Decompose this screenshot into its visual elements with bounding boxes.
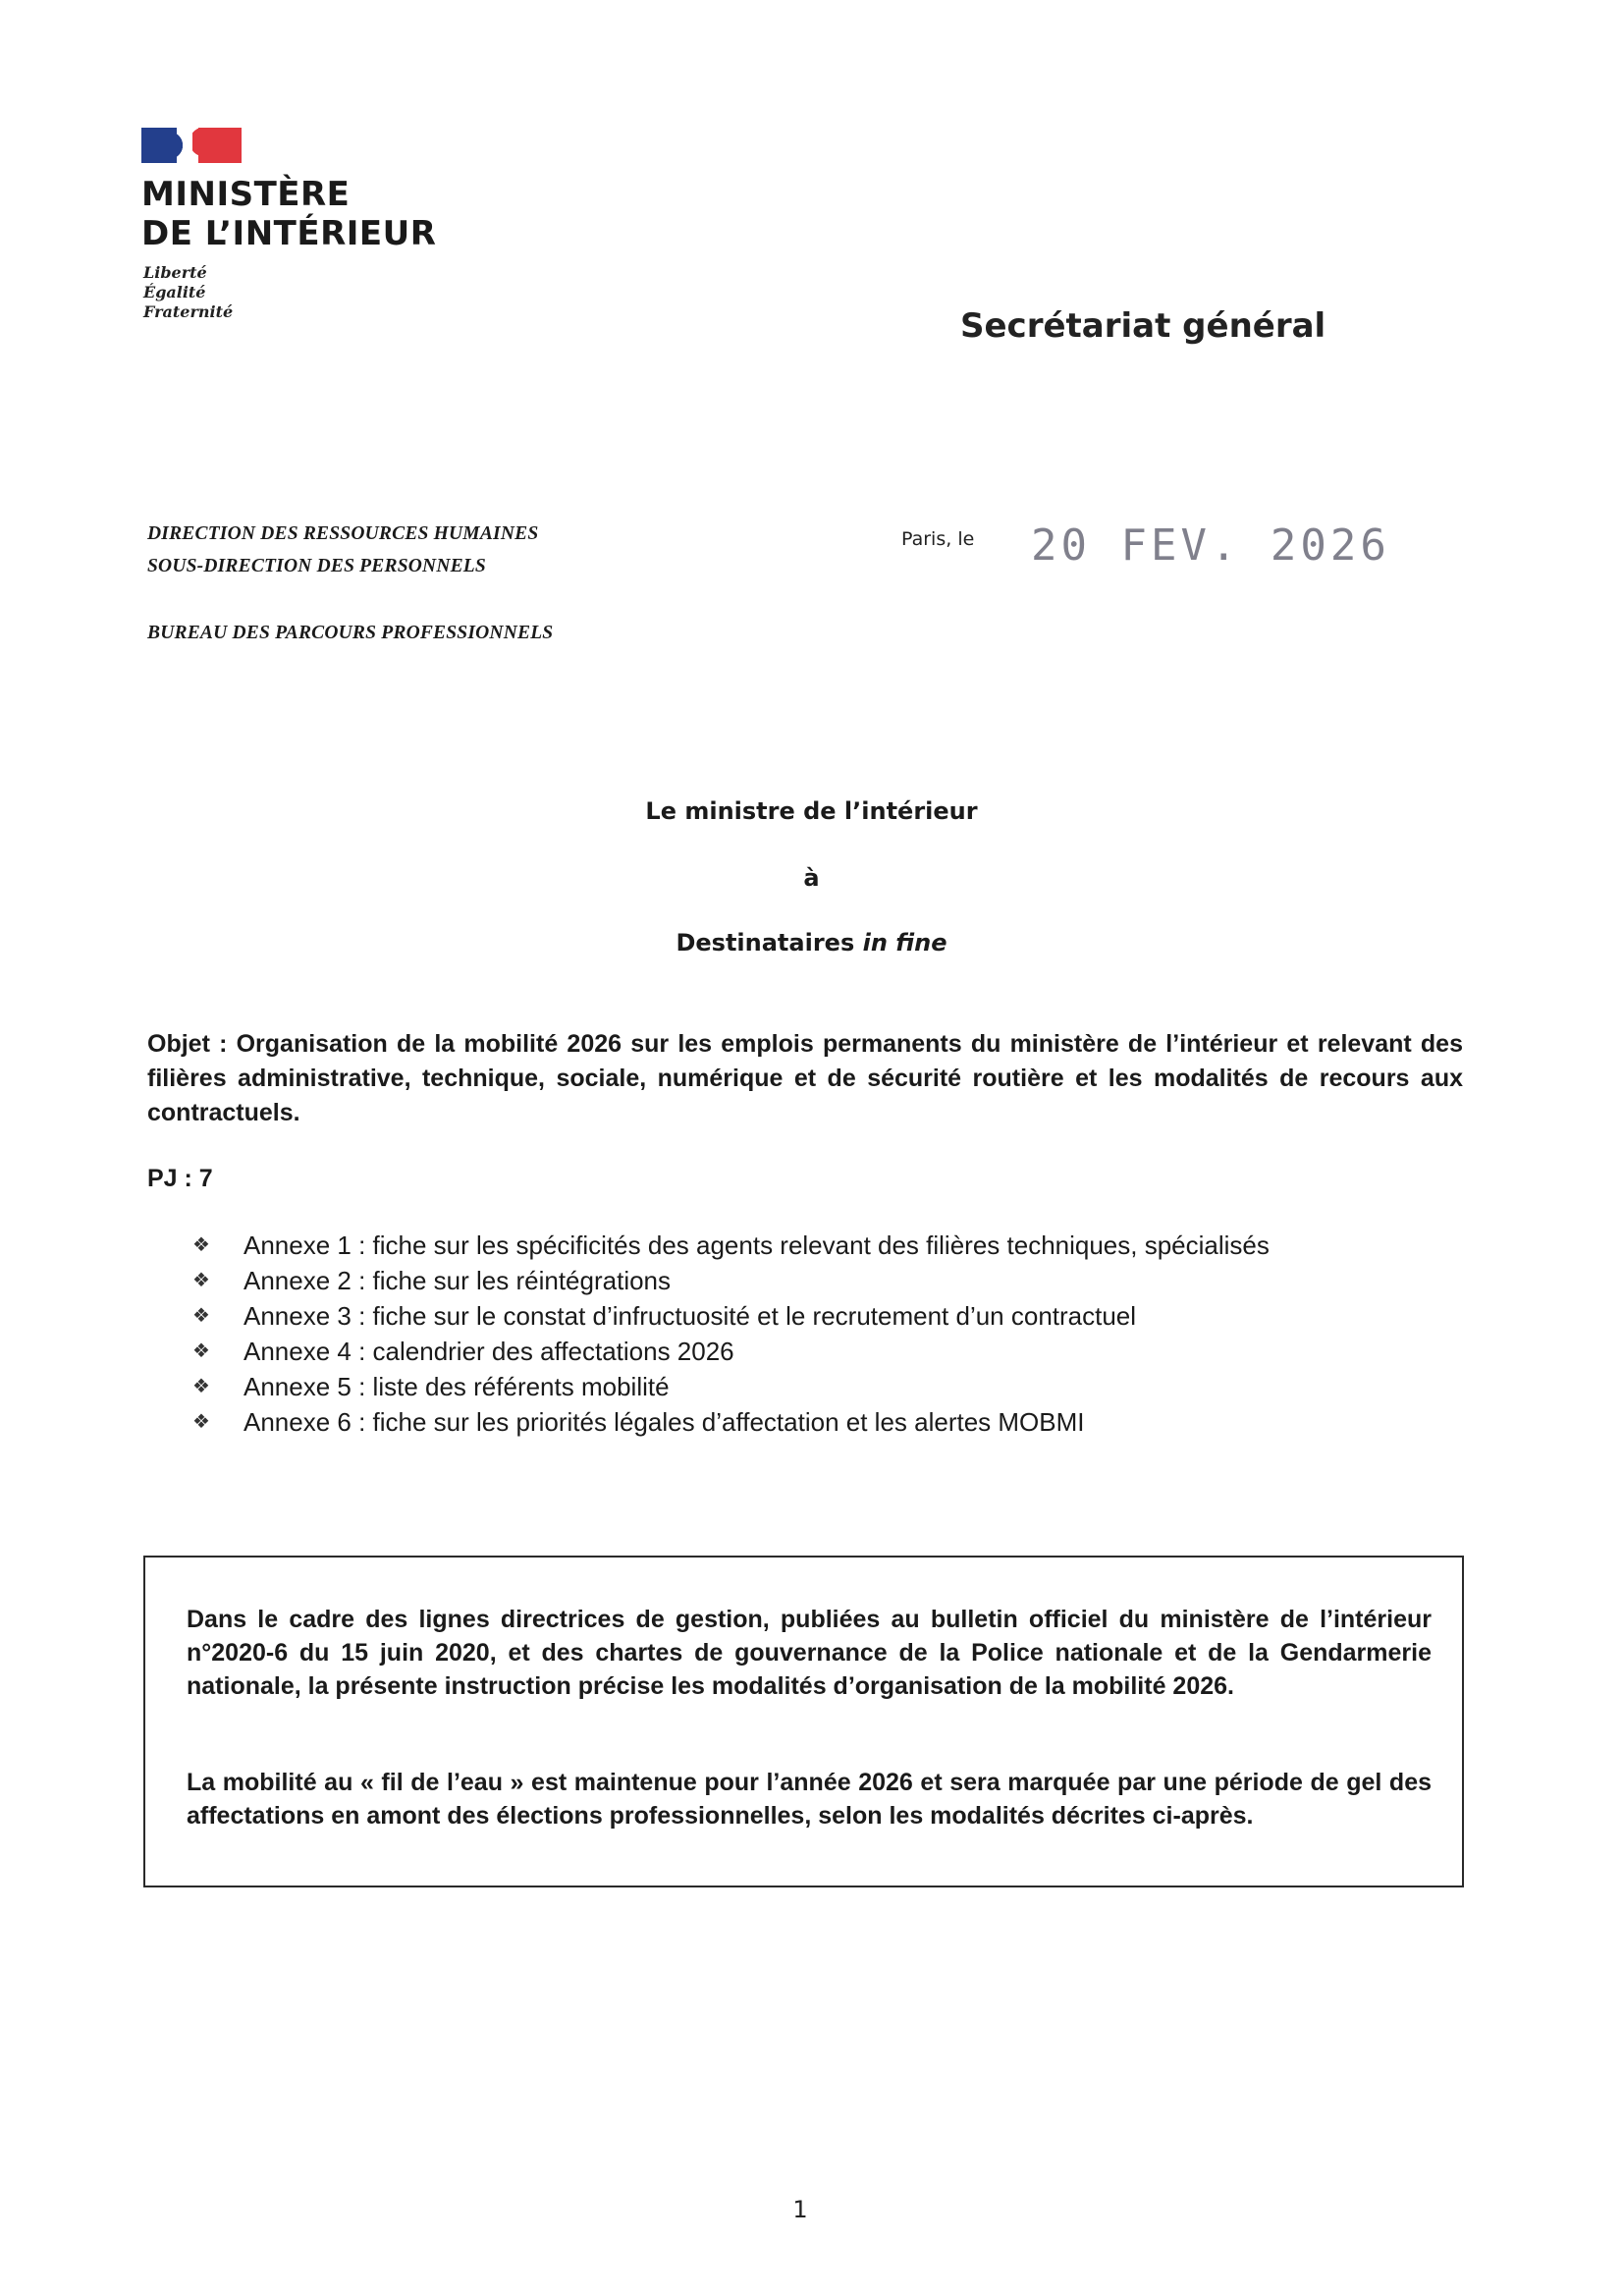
sender-bureau: BUREAU DES PARCOURS PROFESSIONNELS: [147, 623, 554, 643]
motto-liberte: Liberté: [143, 263, 207, 282]
summary-box: [143, 1556, 1464, 1887]
letter-from: Le ministre de l’intérieur: [645, 797, 978, 825]
diamond-bullet-icon: ❖: [192, 1376, 210, 1397]
marianne-flag-logo: [141, 128, 243, 165]
date-stamp: 20 FEV. 2026: [1031, 520, 1390, 571]
republic-motto: [143, 263, 233, 322]
motto-egalite: Égalité: [143, 283, 206, 301]
letter-recipients: [0, 929, 1623, 957]
annex-item: [192, 1334, 1270, 1369]
annex-item: [192, 1369, 1270, 1404]
ministry-line-1: MINISTÈRE: [141, 175, 351, 214]
diamond-bullet-icon: ❖: [192, 1411, 210, 1433]
ministry-name: [141, 175, 436, 253]
annex-item: [192, 1228, 1270, 1263]
attachments-count: PJ : 7: [147, 1165, 213, 1192]
annex-label: Annexe 5 : liste des référents mobilité: [243, 1372, 670, 1401]
annex-list: [192, 1228, 1270, 1440]
subject-line: Objet : Organisation de la mobilité 2026 sur les emplois permanents du ministère de l’intérieur et relevant des filières administrative, technique, sociale, numérique et de sécurité routière et les modalités de recours aux contractuels.: [147, 1030, 1463, 1126]
summary-paragraph-2: La mobilité au « fil de l’eau » est maintenue pour l’année 2026 et sera marquée par une période de gel des affectations en amont des élections professionnelles, selon les modalités décrites ci-après.: [187, 1769, 1432, 1830]
annex-label: Annexe 2 : fiche sur les réintégrations: [243, 1266, 672, 1295]
summary-paragraph-1: Dans le cadre des lignes directrices de gestion, publiées au bulletin officiel du ministère de l’intérieur n°2020-6 du 15 juin 2020, et des chartes de gouvernance de la Police nationale et de la Gendarmerie nationale, la présente instruction précise les modalités d’organisation de la mobilité 2026.: [187, 1606, 1432, 1700]
dateline-place: Paris, le: [901, 528, 975, 550]
flag-blue-band: [141, 128, 177, 163]
recipients-italic: in fine: [862, 929, 947, 957]
diamond-bullet-icon: ❖: [192, 1305, 210, 1327]
letter-to-word: à: [803, 864, 820, 892]
recipients-label: Destinataires: [676, 929, 855, 957]
annex-item: [192, 1404, 1270, 1440]
diamond-bullet-icon: ❖: [192, 1340, 210, 1362]
annex-item: [192, 1298, 1270, 1334]
annex-label: Annexe 1 : fiche sur les spécificités des agents relevant des filières techniques, spécialisés: [243, 1230, 1270, 1260]
diamond-bullet-icon: ❖: [192, 1270, 210, 1291]
sender-direction: DIRECTION DES RESSOURCES HUMAINES: [147, 523, 539, 544]
service-title: Secrétariat général: [960, 306, 1326, 346]
motto-fraternite: Fraternité: [143, 302, 234, 321]
flag-red-band: [198, 128, 242, 163]
diamond-bullet-icon: ❖: [192, 1234, 210, 1256]
annex-label: Annexe 4 : calendrier des affectations 2026: [243, 1337, 734, 1366]
sender-sub-direction: SOUS-DIRECTION DES PERSONNELS: [147, 556, 486, 576]
page-number: 1: [792, 2196, 808, 2223]
annex-item: [192, 1263, 1270, 1298]
annex-label: Annexe 3 : fiche sur le constat d’infructuosité et le recrutement d’un contractuel: [243, 1301, 1137, 1331]
ministry-line-2: DE L’INTÉRIEUR: [141, 214, 437, 253]
annex-label: Annexe 6 : fiche sur les priorités légales d’affectation et les alertes MOBMI: [243, 1407, 1085, 1437]
